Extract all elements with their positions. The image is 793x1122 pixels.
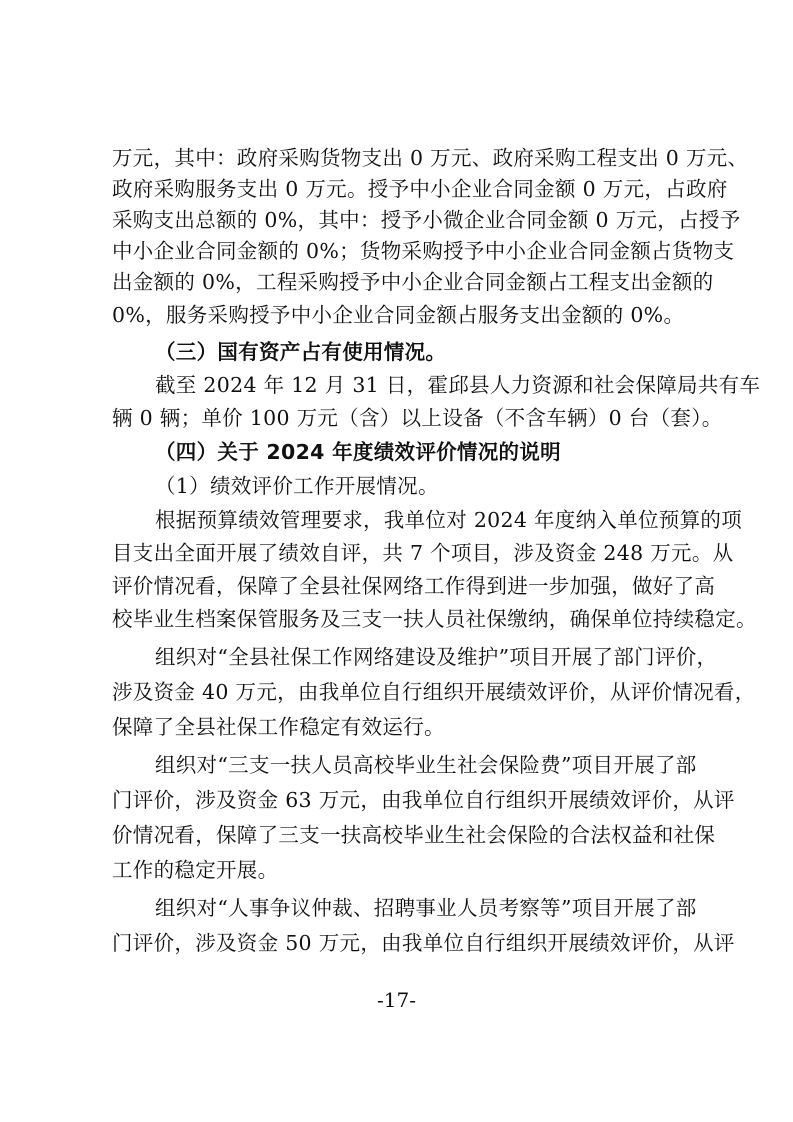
body-line: 涉及资金 40 万元，由我单位自行组织开展绩效评价，从评价情况看， <box>112 680 756 704</box>
body-line: 价情况看，保障了三支一扶高校毕业生社会保险的合法权益和社保 <box>112 823 716 847</box>
body-line: 组织对“全县社保工作网络建设及维护”项目开展了部门评价， <box>155 645 718 669</box>
body-line: 组织对“三支一扶人员高校毕业生社会保险费”项目开展了部 <box>155 753 697 777</box>
body-line: 目支出全面开展了绩效自评，共 7 个项目，涉及资金 248 万元。从 <box>112 541 734 565</box>
page-number: -17- <box>377 988 416 1012</box>
body-line: 0%，服务采购授予中小企业合同金额占服务支出金额的 0%。 <box>112 303 685 327</box>
body-line: 保障了全县社保工作稳定有效运行。 <box>112 715 445 739</box>
body-line: 辆 0 辆；单价 100 万元（含）以上设备（不含车辆）0 台（套）。 <box>112 406 723 430</box>
body-line: 截至 2024 年 12 月 31 日，霍邱县人力资源和社会保障局共有车 <box>155 373 761 397</box>
body-line: 出金额的 0%，工程采购授予中小企业合同金额占工程支出金额的 <box>112 270 714 294</box>
body-line: 根据预算绩效管理要求，我单位对 2024 年度纳入单位预算的项 <box>155 508 743 532</box>
body-line: 门评价，涉及资金 50 万元，由我单位自行组织开展绩效评价，从评 <box>112 931 735 955</box>
body-line: 门评价，涉及资金 63 万元，由我单位自行组织开展绩效评价，从评 <box>112 788 735 812</box>
section-heading: （四）关于 2024 年度绩效评价情况的说明 <box>155 440 561 464</box>
body-line: 校毕业生档案保管服务及三支一扶人员社保缴纳，确保单位持续稳定。 <box>112 607 757 631</box>
body-line: 政府采购服务支出 0 万元。授予中小企业合同金额 0 万元，占政府 <box>112 177 728 201</box>
body-line: 评价情况看，保障了全县社保网络工作得到进一步加强，做好了高 <box>112 574 716 598</box>
body-line: 万元，其中：政府采购货物支出 0 万元、政府采购工程支出 0 万元、 <box>112 146 749 170</box>
body-line: 工作的稳定开展。 <box>112 858 279 882</box>
body-line: 中小企业合同金额的 0%；货物采购授予中小企业合同金额占货物支 <box>112 239 735 263</box>
body-line: 采购支出总额的 0%，其中：授予小微企业合同金额 0 万元，占授予 <box>112 208 741 232</box>
body-line: 组织对“人事争议仲裁、招聘事业人员考察等”项目开展了部 <box>155 896 697 920</box>
section-heading: （三）国有资产占有使用情况。 <box>155 340 447 364</box>
subsection-heading: （1）绩效评价工作开展情况。 <box>155 474 439 498</box>
